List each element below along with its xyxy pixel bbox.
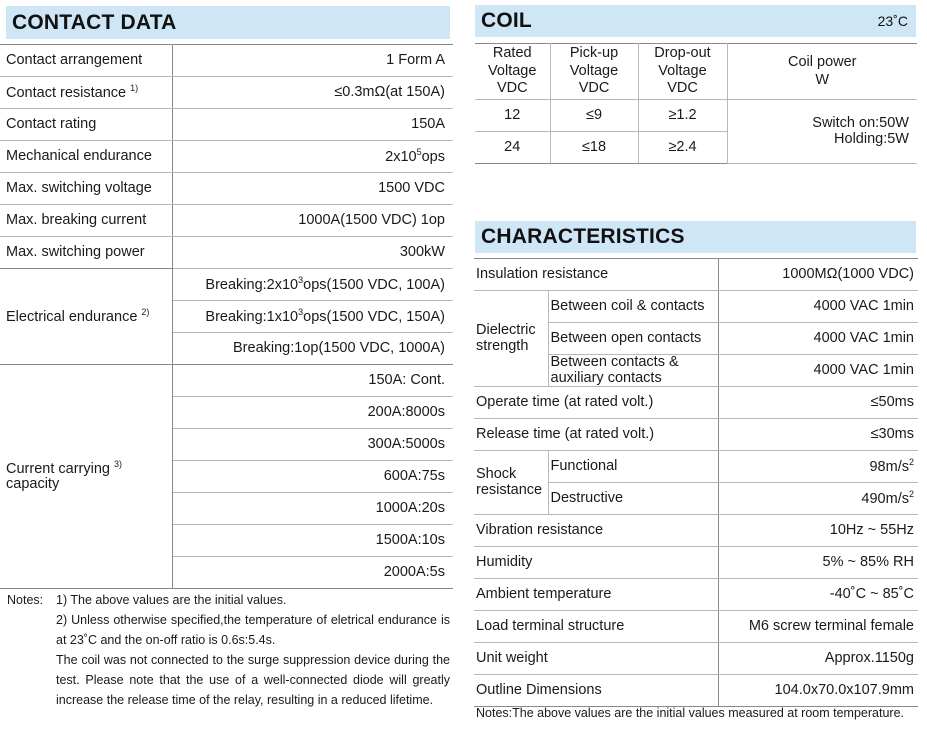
table-row: [474, 515, 918, 547]
row-label: Release time (at rated volt.): [474, 419, 718, 451]
row-value: $2x10^5ops$: [172, 141, 453, 173]
table-row: [474, 611, 918, 643]
row-value: 1500 VDC: [172, 173, 453, 205]
current-carrying-label: Current carrying $^{3)}$ capacity: [0, 365, 172, 589]
row-value: 104.0x70.0x107.9mm: [718, 675, 918, 707]
contact-data-table: [0, 44, 453, 589]
row-value: 200A:8000s: [172, 397, 453, 429]
row-label: Between contacts & auxiliary contacts: [548, 355, 718, 387]
table-row: [475, 100, 917, 132]
table-row: [474, 291, 918, 323]
table-row: [0, 45, 453, 77]
row-label: Functional: [548, 451, 718, 483]
row-value: -40˚C ~ 85˚C: [718, 579, 918, 611]
characteristics-note: Notes:The above values are the initial values measured at room temperature.: [476, 706, 905, 720]
header-coil-power: Coil power W: [727, 44, 917, 100]
row-value: $490m/s^2$: [718, 483, 918, 515]
table-row: [475, 44, 917, 100]
table-row: [474, 675, 918, 707]
row-label: Destructive: [548, 483, 718, 515]
row-value: 300kW: [172, 237, 453, 269]
row-value: ≤0.3mΩ(at 150A): [172, 77, 453, 109]
coil-title: COIL: [481, 9, 532, 32]
note-2: 2) Unless otherwise specified,the temperature of eletrical endurance is at 23˚C and the on-off ratio is 0.6s:5.4s.: [56, 613, 450, 647]
row-label: Load terminal structure: [474, 611, 718, 643]
table-row: [0, 109, 453, 141]
row-value: 150A: Cont.: [172, 365, 453, 397]
row-label: Contact arrangement: [0, 45, 172, 77]
row-label: Max. switching voltage: [0, 173, 172, 205]
row-value: 4000 VAC 1min: [718, 323, 918, 355]
dropout-voltage-value: ≥2.4: [638, 132, 727, 164]
row-value: M6 screw terminal female: [718, 611, 918, 643]
characteristics-header: [475, 221, 916, 253]
header-rated-voltage: Rated Voltage VDC: [475, 44, 550, 100]
coil-temperature: 23˚C: [877, 13, 908, 29]
pickup-voltage-value: ≤9: [550, 100, 638, 132]
row-label: Outline Dimensions: [474, 675, 718, 707]
row-value: Breaking:1op(1500 VDC, 1000A): [172, 333, 453, 365]
notes-label: Notes:: [7, 593, 44, 607]
row-value: 2000A:5s: [172, 557, 453, 589]
table-row: [0, 141, 453, 173]
table-row: [0, 173, 453, 205]
coil-header: [475, 5, 916, 37]
row-label: Humidity: [474, 547, 718, 579]
row-label: Operate time (at rated volt.): [474, 387, 718, 419]
contact-data-header: [6, 6, 450, 39]
table-row: [0, 77, 453, 109]
characteristics-table: [474, 258, 918, 707]
row-value: 1000MΩ(1000 VDC): [718, 259, 918, 291]
row-label: Contact resistance $^{1)}$: [0, 77, 172, 109]
table-row: [474, 451, 918, 483]
pickup-voltage-value: ≤18: [550, 132, 638, 164]
shock-resistance-label: Shock resistance: [474, 451, 548, 515]
coil-power-value: Switch on:50W Holding:5W: [727, 100, 917, 164]
notes-body: [56, 590, 450, 710]
dropout-voltage-value: ≥1.2: [638, 100, 727, 132]
dielectric-strength-label: Dielectric strength: [474, 291, 548, 387]
header-dropout-voltage: Drop-out Voltage VDC: [638, 44, 727, 100]
row-value: $98m/s^2$: [718, 451, 918, 483]
row-label: Between open contacts: [548, 323, 718, 355]
electrical-endurance-label: Electrical endurance $^{2)}$: [0, 269, 172, 365]
table-row: [474, 547, 918, 579]
footnote-ref: 1): [130, 82, 139, 93]
row-value: 10Hz ~ 55Hz: [718, 515, 918, 547]
table-row: [474, 643, 918, 675]
row-value: 1 Form A: [172, 45, 453, 77]
row-label: Mechanical endurance: [0, 141, 172, 173]
table-row: [474, 387, 918, 419]
row-label: Ambient temperature: [474, 579, 718, 611]
table-row: [474, 259, 918, 291]
row-label: Vibration resistance: [474, 515, 718, 547]
note-1: 1) The above values are the initial values.: [56, 593, 287, 607]
row-label: Max. breaking current: [0, 205, 172, 237]
row-label: Unit weight: [474, 643, 718, 675]
table-row: [474, 419, 918, 451]
row-value: 4000 VAC 1min: [718, 355, 918, 387]
row-label: Contact rating: [0, 109, 172, 141]
row-value: 1000A(1500 VDC) 1op: [172, 205, 453, 237]
row-label: Insulation resistance: [474, 259, 718, 291]
table-row: [0, 365, 453, 397]
row-value: 4000 VAC 1min: [718, 291, 918, 323]
row-value: $Breaking:1x10^3ops(1500$ VDC, 150A): [172, 301, 453, 333]
row-value: 5% ~ 85% RH: [718, 547, 918, 579]
note-3: The coil was not connected to the surge suppression device during the test. Please note that the use of a well-connected diode will greatly increase the release time of the relay, resulting in a reduced lifetime.: [56, 653, 450, 707]
notes-block: [7, 590, 453, 726]
row-value: Approx.1150g: [718, 643, 918, 675]
row-label: Between coil & contacts: [548, 291, 718, 323]
table-row: [0, 205, 453, 237]
row-value: ≤50ms: [718, 387, 918, 419]
rated-voltage-value: 12: [475, 100, 550, 132]
row-value: 600A:75s: [172, 461, 453, 493]
table-row: [0, 237, 453, 269]
row-label: Max. switching power: [0, 237, 172, 269]
header-pickup-voltage: Pick-up Voltage VDC: [550, 44, 638, 100]
row-value: 1000A:20s: [172, 493, 453, 525]
row-value: 150A: [172, 109, 453, 141]
row-value: 300A:5000s: [172, 429, 453, 461]
table-row: [0, 269, 453, 301]
table-row: [474, 579, 918, 611]
characteristics-title: CHARACTERISTICS: [481, 225, 685, 248]
contact-data-title: CONTACT DATA: [12, 10, 177, 34]
row-value: 1500A:10s: [172, 525, 453, 557]
row-value: ≤30ms: [718, 419, 918, 451]
row-value: $Breaking:2x10^3ops(1500$ VDC, 100A): [172, 269, 453, 301]
rated-voltage-value: 24: [475, 132, 550, 164]
coil-table: [475, 43, 917, 164]
